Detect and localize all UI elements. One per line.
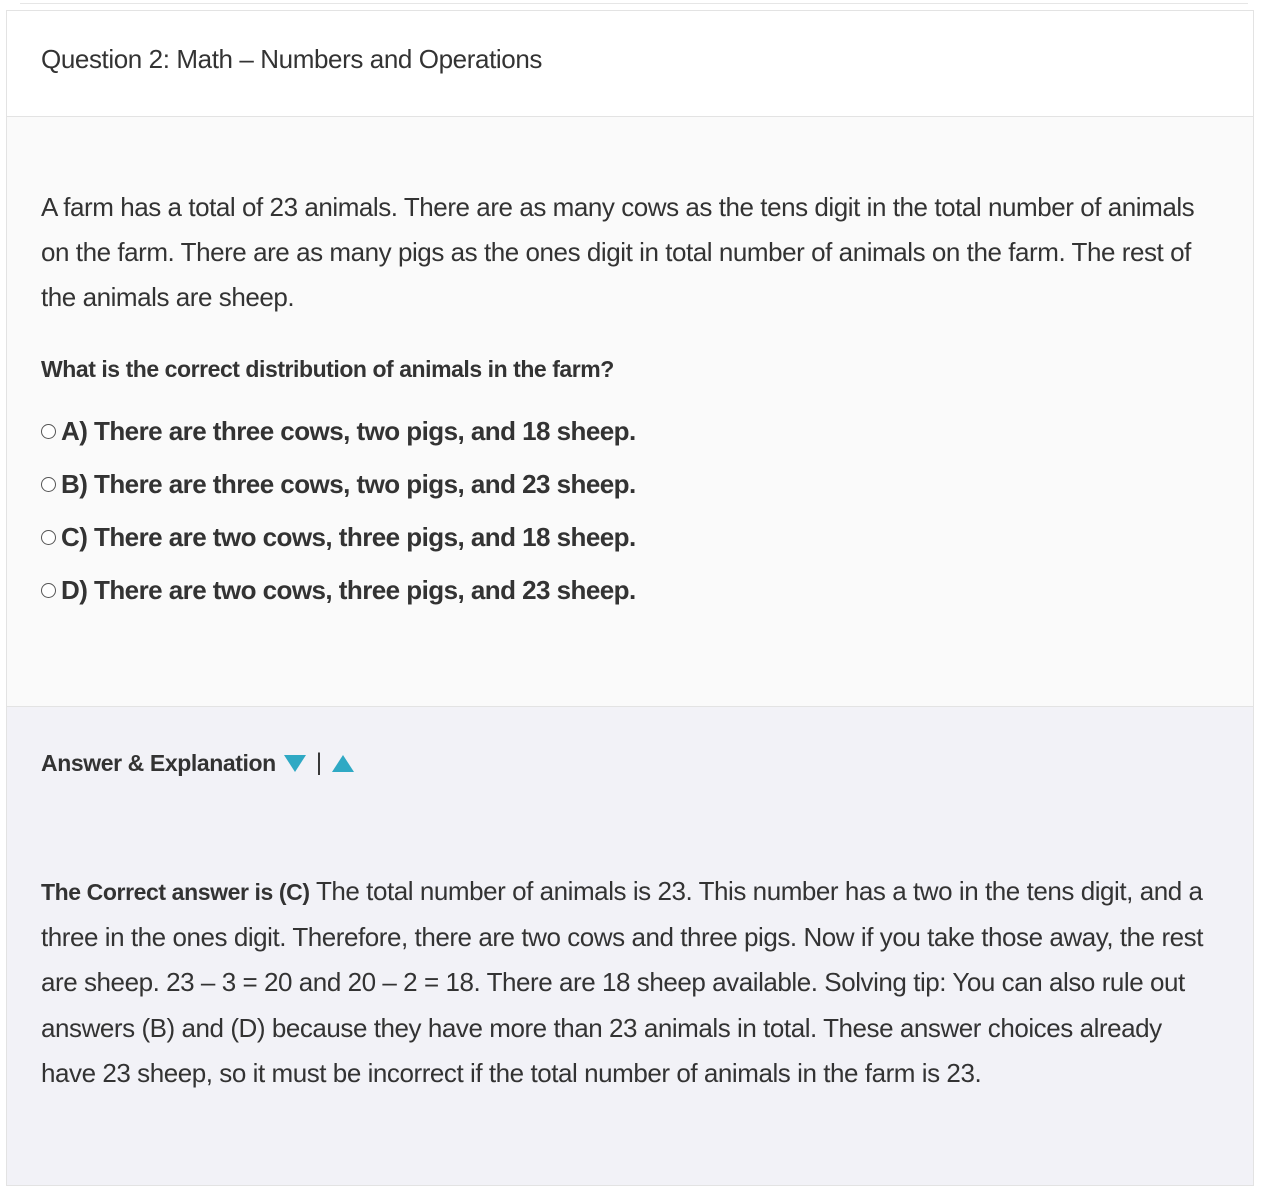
question-body: [7, 117, 1253, 707]
answer-options: [41, 405, 1219, 617]
triangle-down-icon[interactable]: [284, 755, 306, 772]
correct-answer-lead: The Correct answer is (C): [41, 879, 310, 905]
card-header: [7, 11, 1253, 117]
radio-circle-icon[interactable]: [41, 583, 56, 598]
answer-explanation: [41, 869, 1219, 1096]
option-b-label[interactable]: B) There are three cows, two pigs, and 23 sheep.: [61, 469, 636, 499]
option-c-label[interactable]: C) There are two cows, three pigs, and 18 sheep.: [61, 522, 636, 552]
option-c[interactable]: [41, 511, 1219, 564]
question-ask: What is the correct distribution of animals in the farm?: [41, 356, 614, 382]
question-prompt: A farm has a total of 23 animals. There are as many cows as the tens digit in the total number of animals on the farm. There are as many pigs as the ones digit in total number of animals on the farm. The rest of the animals are sheep.: [41, 192, 1195, 312]
option-d[interactable]: [41, 564, 1219, 617]
question-title: Question 2: Math – Numbers and Operations: [41, 44, 542, 74]
top-divider: [20, 3, 1248, 4]
toggle-separator: |: [315, 749, 322, 776]
option-d-label[interactable]: D) There are two cows, three pigs, and 23 sheep.: [61, 575, 636, 605]
answer-toggle: [41, 747, 1219, 779]
option-b[interactable]: [41, 458, 1219, 511]
triangle-up-icon[interactable]: [332, 755, 354, 772]
option-a-label[interactable]: A) There are three cows, two pigs, and 18 sheep.: [61, 416, 636, 446]
answer-toggle-label: Answer & Explanation: [41, 749, 276, 776]
explanation-text: The total number of animals is 23. This number has a two in the tens digit, and a three in the ones digit. Therefore, there are two cows and three pigs. Now if you take those away, the rest are sheep. 23 – 3 = 20 and 20 – 2 = 18. There are 18 sheep available. Solving tip: You can also rule out answers (B) and (D) because they have more than 23 animals in total. These answer choices already have 23 sheep, so it must be incorrect if the total number of animals in the farm is 23.: [41, 876, 1203, 1088]
question-card: [6, 10, 1254, 1186]
radio-circle-icon[interactable]: [41, 530, 56, 545]
radio-circle-icon[interactable]: [41, 477, 56, 492]
option-a[interactable]: [41, 405, 1219, 458]
radio-circle-icon[interactable]: [41, 424, 56, 439]
answer-section: [7, 707, 1253, 1185]
